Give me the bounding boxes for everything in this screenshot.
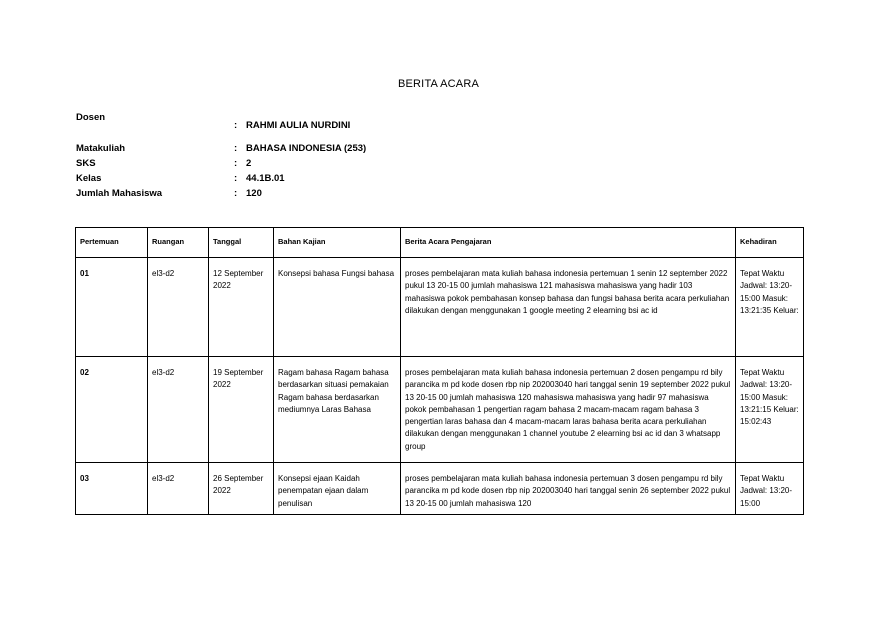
info-colon: : — [234, 173, 238, 184]
table-header-row — [76, 228, 804, 258]
header-ruangan: Ruangan — [148, 228, 209, 258]
cell-kehadiran: Tepat Waktu Jadwal: 13:20-15:00 Masuk: 13:21:35 Keluar: — [736, 258, 804, 357]
cell-ruangan: el3-d2 — [148, 463, 209, 515]
header-tanggal: Tanggal — [209, 228, 274, 258]
document-title: BERITA ACARA — [397, 78, 480, 90]
header-kehadiran: Kehadiran — [736, 228, 804, 258]
cell-bahan-kajian: Ragam bahasa Ragam bahasa berdasarkan situasi pemakaian Ragam bahasa berdasarkan mediumnya Laras Bahasa — [274, 357, 401, 463]
cell-kehadiran: Tepat Waktu Jadwal: 13:20-15:00 — [736, 463, 804, 515]
cell-bahan-kajian: Konsepsi bahasa Fungsi bahasa — [274, 258, 401, 357]
cell-berita-acara: proses pembelajaran mata kuliah bahasa indonesia pertemuan 2 dosen pengampu rd bily parancika m pd kode dosen rbp nip 202003040 hari tanggal senin 19 september 2022 pukul 13 20-15 00 jumlah mahasiswa 120 mahasiswa mahasiswa yang hadir 97 mahasiswa pokok pembahasan 1 pengertian ragam bahasa 2 macam-macam ragam bahasa 3 pengertian laras bahasa dan 4 macam-macam laras bahasa berita acara perkuliahan dilakukan dengan menggunakan 1 channel youtube 2 elearning bsi ac id dan 3 whatsapp group — [401, 357, 736, 463]
cell-tanggal: 19 September 2022 — [209, 357, 274, 463]
header-berita-acara: Berita Acara Pengajaran — [401, 228, 736, 258]
info-value: 44.1B.01 — [246, 173, 285, 184]
cell-pertemuan: 02 — [76, 357, 148, 463]
cell-pertemuan: 01 — [76, 258, 148, 357]
info-value: 2 — [246, 158, 252, 169]
info-colon: : — [234, 120, 238, 131]
info-value: BAHASA INDONESIA (253) — [246, 143, 367, 154]
cell-berita-acara: proses pembelajaran mata kuliah bahasa indonesia pertemuan 3 dosen pengampu rd bily parancika m pd kode dosen rbp nip 202003040 hari tanggal senin 26 september 2022 pukul 13 20-15 00 jumlah mahasiswa 120 — [401, 463, 736, 515]
header-bahan-kajian: Bahan Kajian — [274, 228, 401, 258]
info-colon: : — [234, 158, 238, 169]
table-row — [76, 357, 804, 463]
info-value: RAHMI AULIA NURDINI — [246, 120, 351, 131]
info-label: Dosen — [76, 112, 106, 123]
cell-ruangan: el3-d2 — [148, 258, 209, 357]
info-colon: : — [234, 188, 238, 199]
info-label: SKS — [76, 158, 96, 169]
info-label: Matakuliah — [76, 143, 126, 154]
info-colon: : — [234, 143, 238, 154]
info-value: 120 — [246, 188, 262, 199]
cell-tanggal: 26 September 2022 — [209, 463, 274, 515]
cell-ruangan: el3-d2 — [148, 357, 209, 463]
info-label: Kelas — [76, 173, 102, 184]
table-row — [76, 258, 804, 357]
header-pertemuan: Pertemuan — [76, 228, 148, 258]
cell-pertemuan: 03 — [76, 463, 148, 515]
attendance-table — [75, 227, 804, 515]
info-label: Jumlah Mahasiswa — [76, 188, 163, 199]
cell-bahan-kajian: Konsepsi ejaan Kaidah penempatan ejaan dalam penulisan — [274, 463, 401, 515]
cell-kehadiran: Tepat Waktu Jadwal: 13:20-15:00 Masuk: 13:21:15 Keluar: 15:02:43 — [736, 357, 804, 463]
table-row — [76, 463, 804, 515]
cell-berita-acara: proses pembelajaran mata kuliah bahasa indonesia pertemuan 1 senin 12 september 2022 pukul 13 20-15 00 jumlah mahasiswa 121 mahasiswa mahasiswa yang hadir 103 mahasiswa pokok pembahasan konsep bahasa dan fungsi bahasa berita acara perkuliahan dilakukan dengan menggunakan 1 google meeting 2 elearning bsi ac id — [401, 258, 736, 357]
cell-tanggal: 12 September 2022 — [209, 258, 274, 357]
